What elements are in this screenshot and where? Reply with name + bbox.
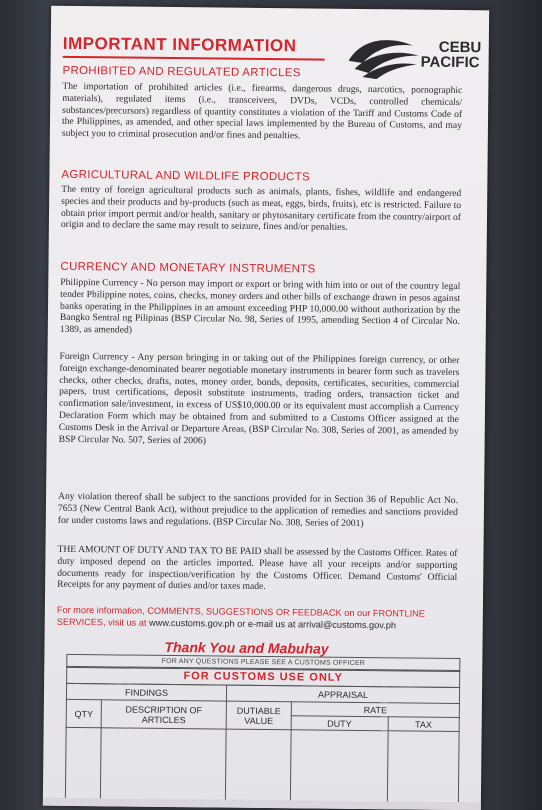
heading-currency: CURRENCY AND MONETARY INSTRUMENTS xyxy=(60,260,316,276)
rate-header: RATE xyxy=(291,702,459,718)
text-prohibited: The importation of prohibited articles (i.e., firearms, dangerous drugs, narcotics, pornographic materials), regulated items (i.e., transceivers, DVDs, VCDs, controlled chemicals/ substances/precursors) regardless of quantity constitutes a violation of the Tariff and Customs Code of the Philippines, as amended, and other special laws implemented by the Bureau of Customs, and may subject you to criminal prosecution and/or fines and penalties. xyxy=(61,80,463,142)
customs-table xyxy=(65,683,460,804)
description-header: DESCRIPTION OF ARTICLES xyxy=(101,700,226,729)
findings-header: FINDINGS xyxy=(66,683,226,701)
customs-use-title: FOR CUSTOMS USE ONLY xyxy=(66,666,460,688)
thank-you-text: Thank You and Mabuhay xyxy=(164,638,329,657)
duty-cell[interactable] xyxy=(290,730,387,803)
contact-mid: or e-mail us at xyxy=(237,618,296,630)
qty-header: QTY xyxy=(66,699,101,727)
contact-note xyxy=(57,604,457,632)
tax-cell[interactable] xyxy=(387,731,459,804)
text-foreign-currency: Foreign Currency - Any person bringing in or taking out of the Philippines foreign currency, or other foreign exchange-denominated bearer negotiable monetary instruments in bearer form such as travelers checks, other checks, drafts, notes, money order, bonds, deposits, certificates, securities, commercial papers, trust certifications, deposit substitute instruments, trading orders, transaction ticket and confirmation sale/investment, in excess of US$10,000.00 or its equivalent must accomplish a Currency Declaration Form which may be obtained from and submitted to a Customs Officer assigned at the Customs Desk in the Arrival or Departure Areas, (BSP Circular No. 308, Series of 2001, as amended by BSP Circular No. 507, Series of 2006) xyxy=(58,350,460,446)
text-violation: Any violation thereof shall be subject to the sanctions provided for in Section 36 of Republic Act No. 7653 (New Central Bank Act), without prejudice to the application of remedies and sanctions provided for under customs laws and regulations. (BSP Circular No. 308, Series of 2001) xyxy=(57,490,459,529)
heading-agricultural: AGRICULTURAL AND WILDLIFE PRODUCTS xyxy=(61,168,311,184)
customs-info-card xyxy=(43,6,489,810)
appraisal-header: APPRAISAL xyxy=(226,685,459,703)
qty-cell[interactable] xyxy=(65,727,101,799)
duty-header: DUTY xyxy=(291,716,388,731)
dutiable-value-cell[interactable] xyxy=(225,729,291,802)
page-title: IMPORTANT INFORMATION xyxy=(62,33,297,56)
logo-line-1: CEBU xyxy=(438,38,482,57)
text-duty-tax: THE AMOUNT OF DUTY AND TAX TO BE PAID shall be assessed by the Customs Officer. Rates of duty imposed depend on the articles imported. Please have all your receipts and/or supporting documents ready for inspection/verification by the Customs Officer. Demand Customs' Official Receipts for any payment of duties and/or taxes made. xyxy=(57,543,458,593)
logo-line-2: PACIFIC xyxy=(420,53,480,72)
text-philippine-currency: Philippine Currency - No person may import or export or bring with him into or out of the country legal tender Philippine notes, coins, checks, money orders and other bills of exchange drawn in pesos against banks operating in the Philippines in an amount exceeding PHP 10,000.00 without authorization by the Bangko Sentral ng Pilipinas (BSP Circular No. 98, Series of 1995, amending Section 4 of Circular No. 1389, as amended) xyxy=(59,276,461,336)
contact-intro: For more information, COMMENTS, SUGGESTIONS OR FEEDBACK on our FRONTLINE SERVICES, visit us at xyxy=(56,604,426,628)
title-underline xyxy=(63,56,325,60)
logo-wordmark xyxy=(421,40,482,71)
contact-web[interactable]: www.customs.gov.ph xyxy=(148,617,235,629)
tax-header: TAX xyxy=(388,717,460,732)
customs-officer-notice: FOR ANY QUESTIONS PLEASE SEE A CUSTOMS OFFICER xyxy=(66,654,460,672)
heading-prohibited: PROHIBITED AND REGULATED ARTICLES xyxy=(62,64,301,80)
contact-email[interactable]: arrival@customs.gov.ph xyxy=(297,619,397,631)
description-cell[interactable] xyxy=(100,728,226,801)
dutiable-value-header: DUTIABLE VALUE xyxy=(226,701,291,730)
text-agricultural: The entry of foreign agricultural products such as animals, plants, fishes, wildlife and endangered species and their products and by-products (such as meat, eggs, birds, fruits), etc is restricted. Failure to obtain prior import permit and/or health, sanitary or phytosanitary certificate from the country/airport of origin and to declare the same may result to seizure, fines and/or penalties. xyxy=(60,183,462,234)
